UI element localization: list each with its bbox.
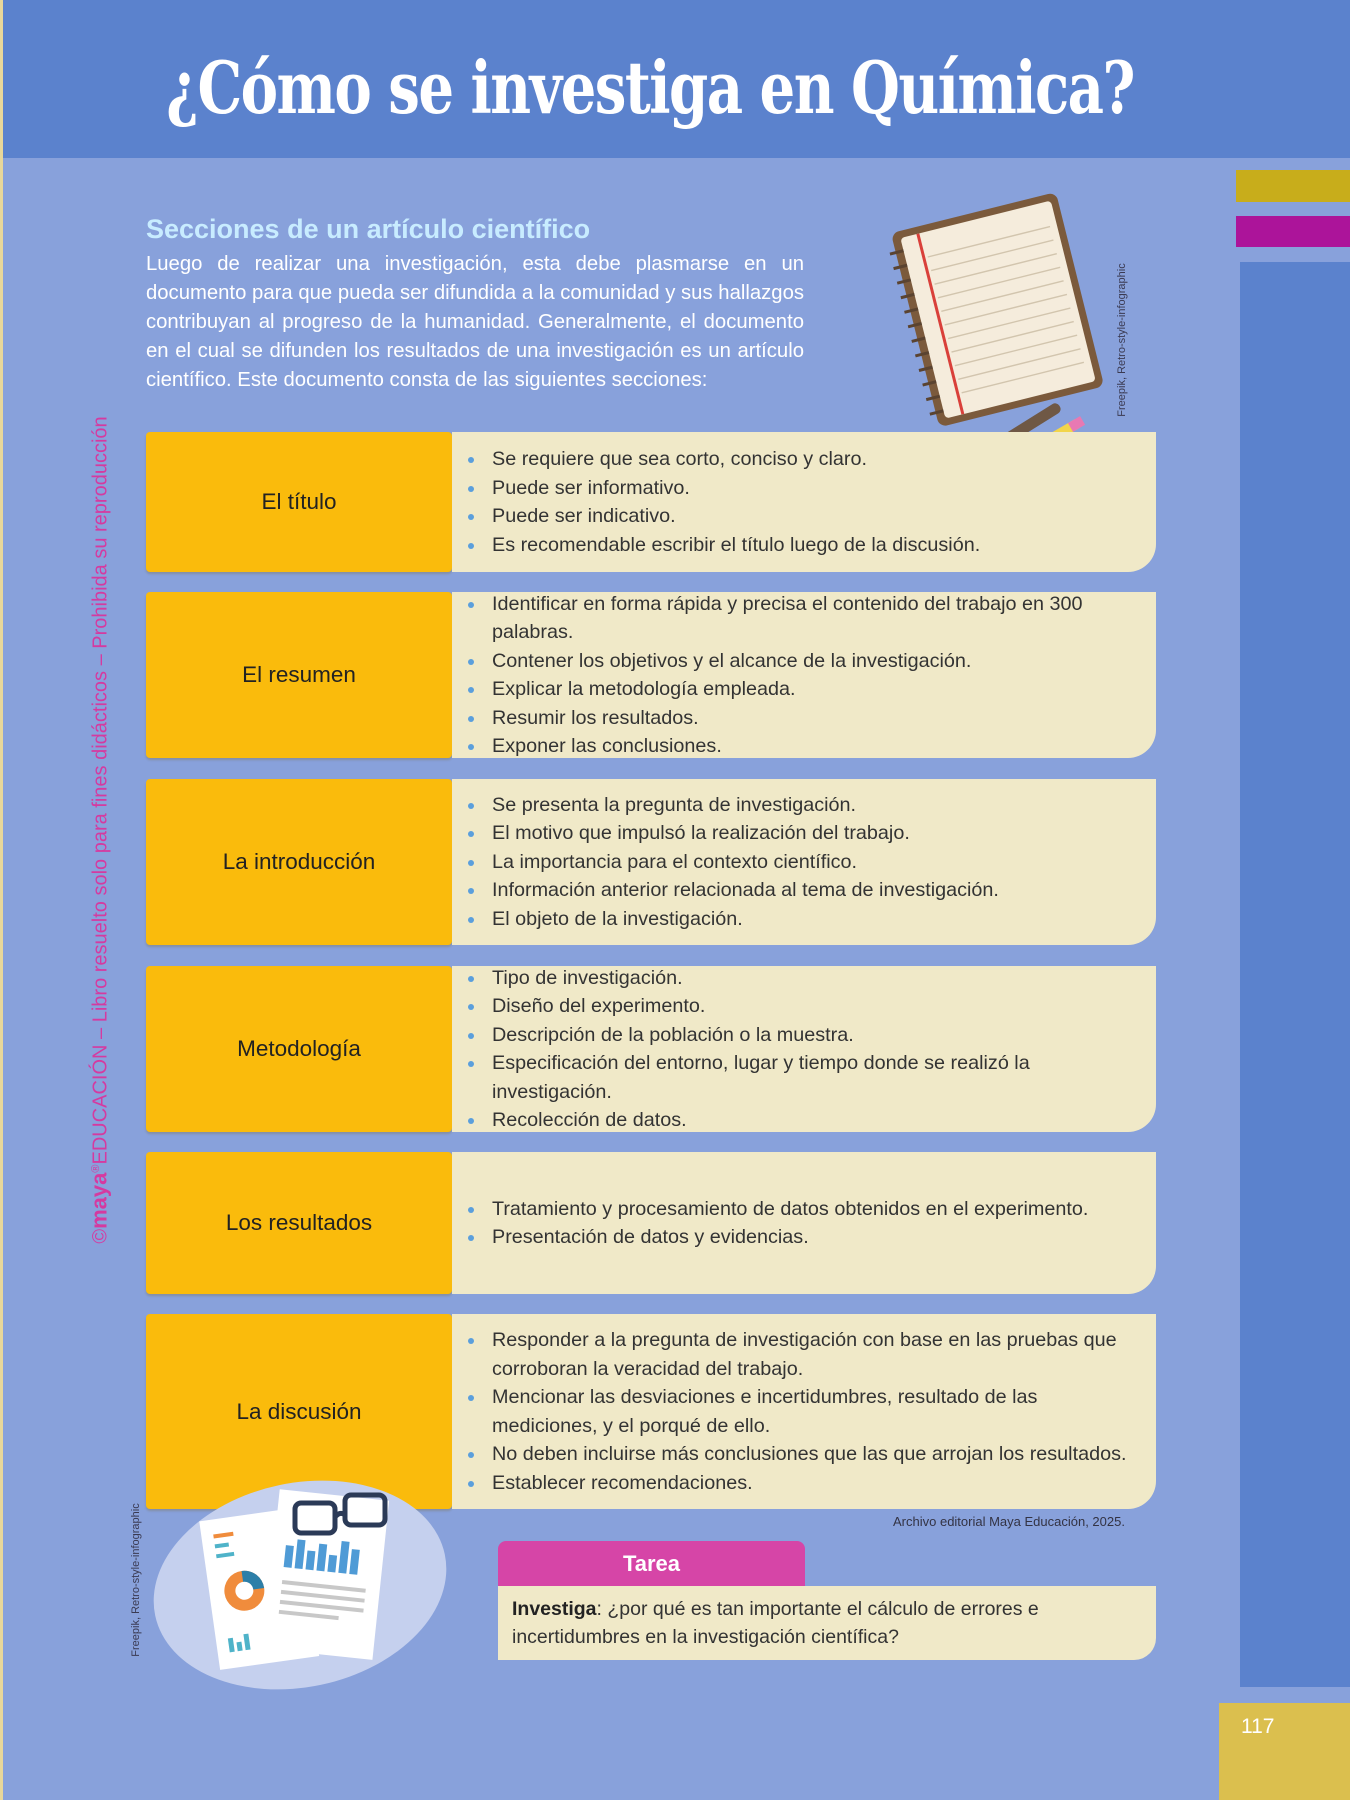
section-row: [146, 432, 1156, 572]
section-content: [452, 779, 1156, 945]
bullet-item: Diseño del experimento.: [452, 992, 1146, 1021]
section-content: [452, 432, 1156, 572]
brand-name: maya: [86, 1172, 112, 1229]
copyright-notice: [81, 390, 111, 1270]
copyright-symbol: ©: [89, 1228, 112, 1244]
bullet-list: [452, 964, 1156, 1135]
documents-image-credit: Freepik, Retro-style-infographic: [130, 1503, 142, 1657]
registered-mark: ®: [90, 1164, 102, 1173]
tarea-box: [498, 1586, 1156, 1660]
bullet-item: Se requiere que sea corto, conciso y claro.: [452, 445, 980, 474]
bullet-item: Exponer las conclusiones.: [452, 732, 1146, 761]
notebook-image-credit: Freepik, Retro-style-infographic: [1116, 263, 1128, 417]
bullet-list: [452, 791, 1009, 934]
section-content: [452, 966, 1156, 1132]
page-header: [0, 0, 1350, 158]
left-page-edge: [0, 0, 3, 1800]
bullet-item: Se presenta la pregunta de investigación.: [452, 791, 999, 820]
bullet-list: [452, 590, 1156, 761]
section-content: [452, 592, 1156, 758]
bullet-item: Tratamiento y procesamiento de datos obtenidos en el experimento.: [452, 1195, 1088, 1224]
bullet-list: [452, 1195, 1098, 1252]
section-label: La introducción: [146, 779, 452, 945]
copyright-text: EDUCACIÓN – Libro resuelto solo para fines didácticos – Prohibida su reproducción: [89, 416, 112, 1165]
bullet-item: El motivo que impulsó la realización del trabajo.: [452, 819, 999, 848]
bullet-item: El objeto de la investigación.: [452, 905, 999, 934]
bullet-item: Descripción de la población o la muestra.: [452, 1021, 1146, 1050]
page-number: 117: [1241, 1715, 1275, 1738]
bullet-item: Información anterior relacionada al tema de investigación.: [452, 876, 999, 905]
tarea-tab: Tarea: [498, 1541, 805, 1587]
tarea-lead: Investiga: [512, 1598, 597, 1620]
gold-marker-tab: [1236, 170, 1350, 202]
section-label: Los resultados: [146, 1152, 452, 1294]
section-row: [146, 1152, 1156, 1294]
section-content: [452, 1152, 1156, 1294]
bullet-item: La importancia para el contexto científico.: [452, 848, 999, 877]
bullet-item: Resumir los resultados.: [452, 704, 1146, 733]
bullet-item: Puede ser informativo.: [452, 474, 980, 503]
documents-illustration: [150, 1475, 470, 1695]
intro-paragraph: Luego de realizar una investigación, esta debe plasmarse en un documento para que pueda ser difundida a la comunidad y sus hallazgos contribuyan al progreso de la humanidad. Generalmente, el documento en el cual se difunden los resultados de una investigación es un artículo científico. Este documento consta de las siguientes secciones:: [146, 253, 804, 391]
bullet-item: Es recomendable escribir el título luego de la discusión.: [452, 531, 980, 560]
section-title: Secciones de un artículo científico: [146, 214, 591, 244]
bullet-item: No deben incluirse más conclusiones que las que arrojan los resultados.: [452, 1440, 1146, 1469]
section-row: [146, 779, 1156, 945]
source-caption: Archivo editorial Maya Educación, 2025.: [893, 1514, 1125, 1529]
section-label: El resumen: [146, 592, 452, 758]
bullet-item: Identificar en forma rápida y precisa el contenido del trabajo en 300 palabras.: [452, 590, 1146, 647]
bullet-list: [452, 445, 990, 559]
bullet-item: Contener los objetivos y el alcance de la investigación.: [452, 647, 1146, 676]
bullet-item: Presentación de datos y evidencias.: [452, 1223, 1088, 1252]
right-margin-bar: [1240, 262, 1350, 1687]
bullet-item: Recolección de datos.: [452, 1106, 1146, 1135]
bullet-item: Especificación del entorno, lugar y tiempo donde se realizó la investigación.: [452, 1049, 1146, 1106]
section-label: La discusión: [146, 1314, 452, 1509]
bullet-list: [452, 1326, 1156, 1497]
section-label: El título: [146, 432, 452, 572]
bullet-item: Tipo de investigación.: [452, 964, 1146, 993]
section-row: [146, 966, 1156, 1132]
section-content: [452, 1314, 1156, 1509]
bullet-item: Responder a la pregunta de investigación con base en las pruebas que corroboran la veracidad del trabajo.: [452, 1326, 1146, 1383]
bullet-item: Explicar la metodología empleada.: [452, 675, 1146, 704]
bullet-item: Establecer recomendaciones.: [452, 1469, 1146, 1498]
page-title: ¿Cómo se investiga en Química?: [166, 45, 1134, 130]
section-row: [146, 592, 1156, 758]
page-number-box: [1219, 1703, 1350, 1800]
tarea-text: : ¿por qué es tan importante el cálculo de errores e incertidumbres en la investigación científica?: [512, 1598, 1039, 1648]
magenta-marker-tab: [1236, 216, 1350, 247]
bullet-item: Puede ser indicativo.: [452, 502, 980, 531]
bullet-item: Mencionar las desviaciones e incertidumbres, resultado de las mediciones, y el porqué de ello.: [452, 1383, 1146, 1440]
section-label: Metodología: [146, 966, 452, 1132]
